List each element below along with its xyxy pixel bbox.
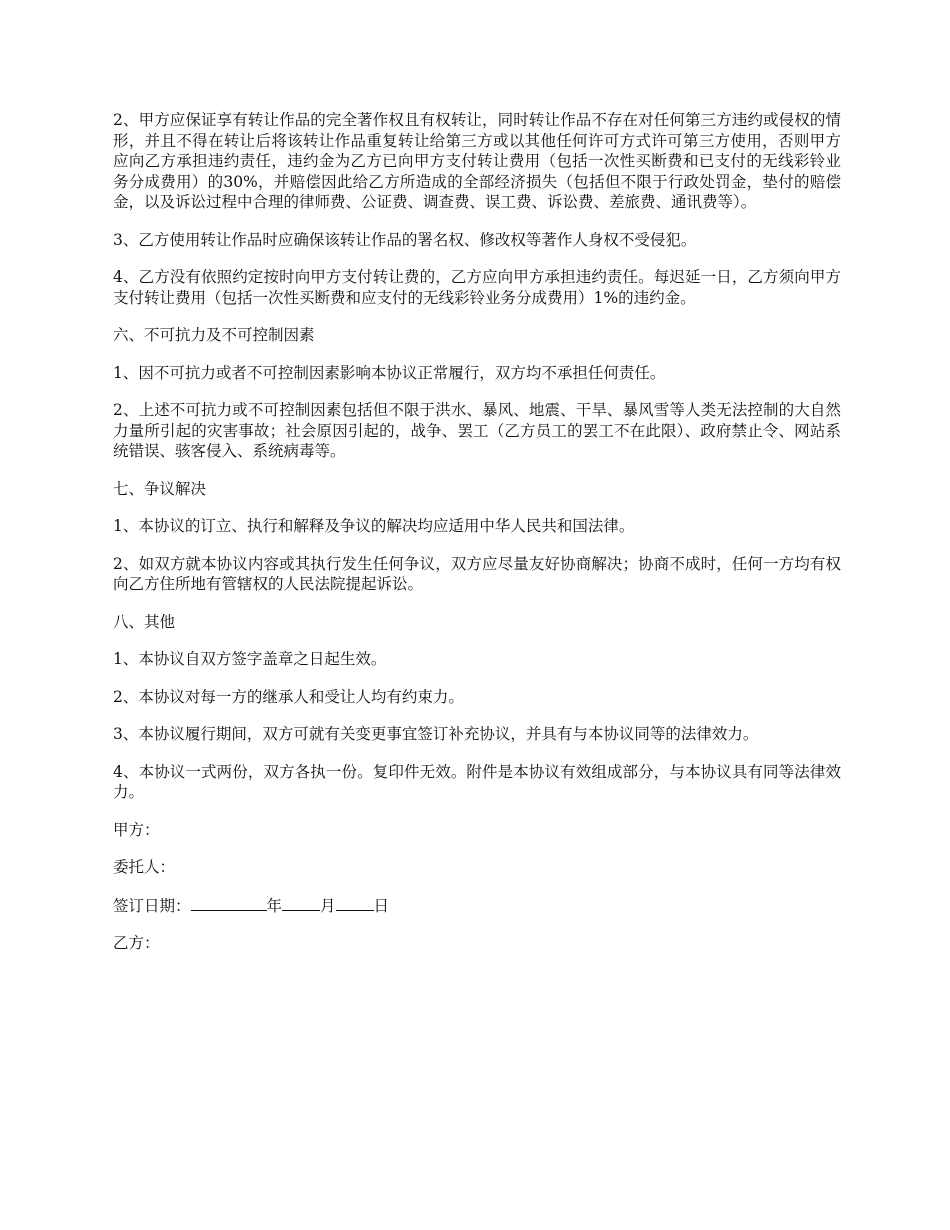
contract-page: [113, 110, 841, 971]
clause-8-3: 3、本协议履行期间，双方可就有关变更事宜签订补充协议，并具有与本协议同等的法律效力。: [113, 725, 759, 743]
clause-5-4: 4、乙方没有依照约定按时向甲方支付转让费的，乙方应向甲方承担违约责任。每迟延一日，乙方须向甲方支付转让费用（包括一次性买断费和应支付的无线彩铃业务分成费用）1%的违约金。: [113, 268, 841, 307]
day-unit: 日: [373, 896, 390, 915]
clause-7-2: 2、如双方就本协议内容或其执行发生任何争议，双方应尽量友好协商解决；协商不成时，任何一方均有权向乙方住所地有管辖权的人民法院提起诉讼。: [113, 554, 841, 593]
clause-5-3: 3、乙方使用转让作品时应确保该转让作品的署名权、修改权等著作人身权不受侵犯。: [113, 230, 697, 249]
clause-8-4: 4、本协议一式两份，双方各执一份。复印件无效。附件是本协议有效组成部分，与本协议具有同等法律效力。: [113, 762, 841, 801]
clause-8-1: 1、本协议自双方签字盖章之日起生效。: [113, 650, 387, 668]
year-blank: [191, 895, 267, 911]
clause-5-2: 2、甲方应保证享有转让作品的完全著作权且有权转让，同时转让作品不存在对任何第三方违约或侵权的情形，并且不得在转让后将该转让作品重复转让给第三方或以其他任何许可方式许可第三方使用，否则甲方应向乙方承担违约责任，违约金为乙方已向甲方支付转让费用（包括一次性买断费和已支付的无线彩铃业务分成费用）的30%，并赔偿因此给乙方所造成的全部经济损失（包括但不限于行政处罚金，垫付的赔偿金，以及诉讼过程中合理的律师费、公证费、调查费、误工费、诉讼费、差旅费、通讯费等）。: [113, 111, 841, 211]
section-7-heading: 七、争议解决: [113, 479, 207, 498]
signing-date-line: [113, 895, 841, 917]
day-blank: [336, 895, 374, 911]
party-a-label: 甲方：: [113, 820, 160, 839]
section-6-heading: 六、不可抗力及不可控制因素: [113, 326, 315, 344]
month-blank: [282, 895, 320, 911]
month-unit: 月: [320, 896, 336, 915]
party-b-label: 乙方：: [113, 934, 160, 952]
clause-8-2: 2、本协议对每一方的继承人和受让人均有约束力。: [113, 687, 464, 706]
clause-6-1: 1、因不可抗力或者不可控制因素影响本协议正常履行，双方均不承担任何责任。: [113, 363, 666, 382]
year-unit: 年: [266, 896, 283, 915]
signing-date-label: 签订日期：: [113, 896, 191, 915]
clause-6-2: 2、上述不可抗力或不可控制因素包括但不限于洪水、暴风、地震、干旱、暴风雪等人类无法控制的大自然力量所引起的灾害事故；社会原因引起的，战争、罢工（乙方员工的罢工不在此限）、政府禁止令、网站系统错误、骇客侵入、系统病毒等。: [113, 401, 841, 460]
section-8-heading: 八、其他: [113, 612, 176, 631]
clause-7-1: 1、本协议的订立、执行和解释及争议的解决均应适用中华人民共和国法律。: [113, 517, 635, 535]
delegate-label: 委托人：: [113, 858, 176, 876]
